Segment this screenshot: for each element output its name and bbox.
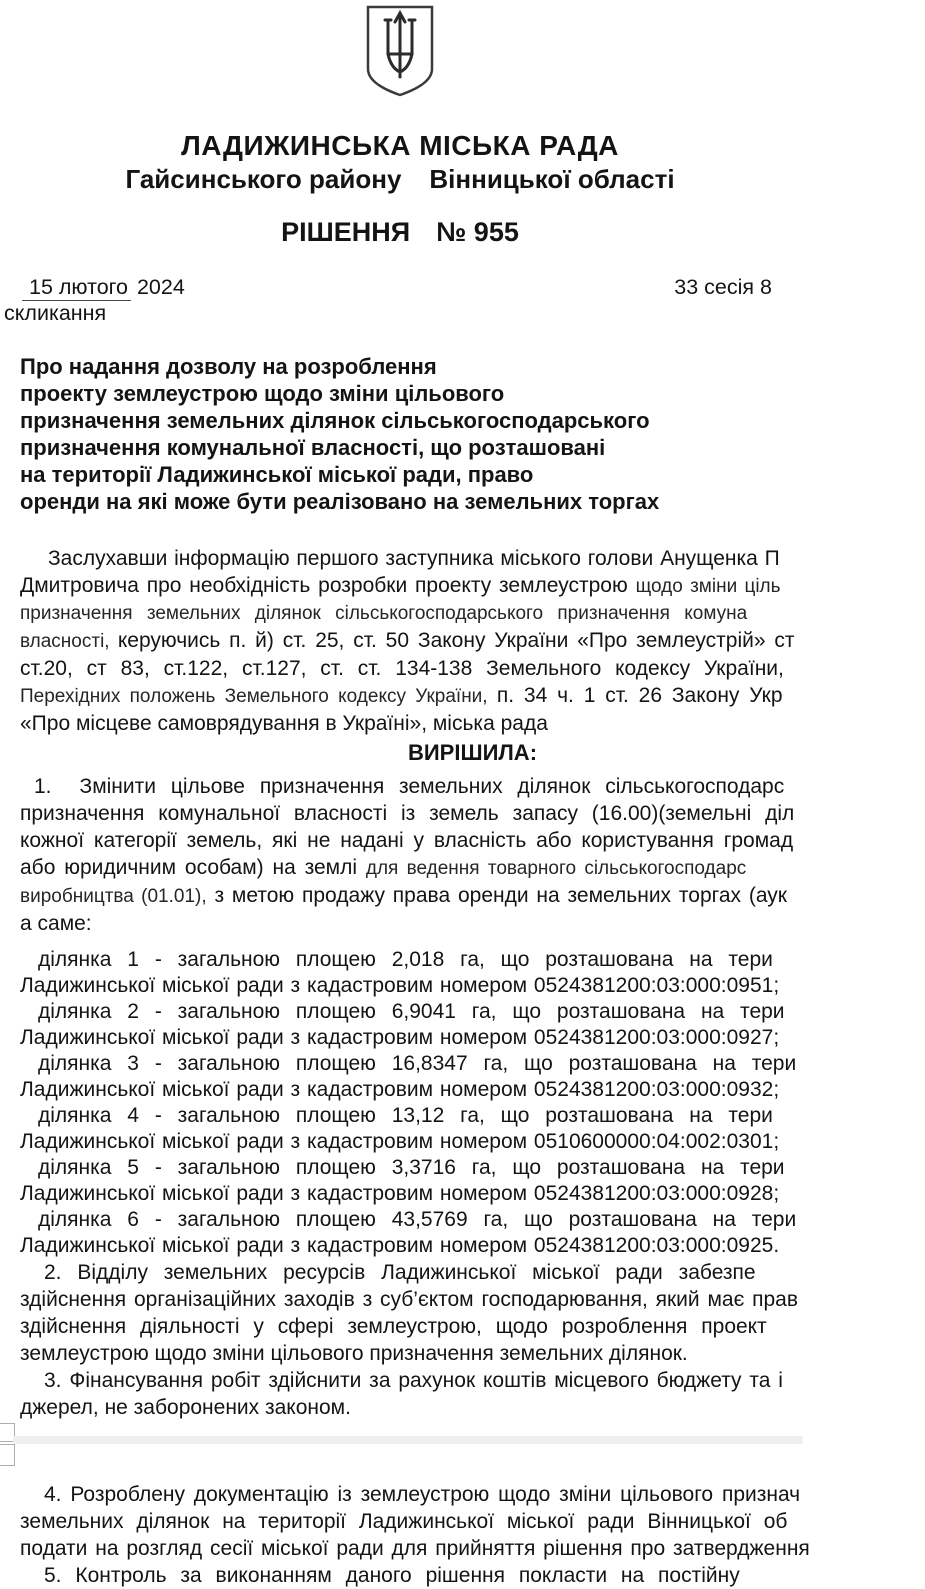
item-line [20, 854, 800, 882]
preamble-text: п. 34 ч. 1 ст. 26 Закону Укр [496, 684, 783, 707]
date-year: 2024 [136, 275, 185, 299]
plot-line: Ладижинської міської ради з кадастровим номером 0524381200:03:000:0951; [20, 974, 780, 997]
preamble-line: ст.20, ст 83, ст.122, ст.127, ст. ст. 134-138 Земельного кодексу України, [20, 657, 784, 680]
district-name: Гайсинського району [125, 164, 402, 194]
preamble-line: призначення земельних ділянок сільськогосподарського призначення комуна [20, 603, 748, 624]
plot-line: ділянка 5 - загальною площею 3,3716 га, що розташована на тери [38, 1156, 785, 1179]
plot-line: Ладижинської міської ради з кадастровим номером 0524381200:03:000:0927; [20, 1026, 780, 1049]
item-line [20, 773, 800, 800]
council-location [0, 164, 800, 195]
plot-line: Ладижинської міської ради з кадастровим номером 0510600000:04:002:0301; [20, 1130, 780, 1153]
item-line: земельних ділянок на території Ладижинської міської ради Вінницької об [20, 1510, 788, 1533]
council-name: ЛАДИЖИНСЬКА МІСЬКА РАДА [181, 130, 619, 161]
preamble-text-inserted: власності, [20, 631, 118, 652]
item-line: землеустрою щодо зміни цільового призначення земельних ділянок. [20, 1342, 688, 1365]
plot-line: ділянка 4 - загальною площею 13,12 га, що розташована на тери [38, 1104, 773, 1127]
item-number: 1. [34, 775, 52, 798]
session-convocation: скликання [4, 301, 107, 325]
plot-line: Ладижинської міської ради з кадастровим номером 0524381200:03:000:0928; [20, 1182, 780, 1205]
plot-line: Ладижинської міської ради з кадастровим номером 0524381200:03:000:0925. [20, 1234, 780, 1257]
document-page [0, 4, 810, 1587]
ukraine-trident-emblem-icon [363, 4, 437, 98]
item-text-inserted: виробництва (01.01), [20, 886, 207, 907]
plot-line: ділянка 1 - загальною площею 2,018 га, що розташована на тери [38, 948, 773, 971]
item-line: кожної категорії земель, які не надані у власність або користування громад [20, 829, 794, 852]
decision-number: № 955 [436, 217, 519, 247]
subject-line: Про надання дозволу на розроблення [20, 354, 437, 379]
page-break-band [13, 1436, 803, 1444]
subject-block [20, 353, 800, 515]
item-line: призначення комунальної власності із земель запасу (16.00)(земельні діл [20, 802, 795, 825]
document-body [20, 545, 800, 1421]
preamble-text: Дмитровича про необхідність розробки проекту землеустрою [20, 574, 636, 597]
preamble-line [20, 627, 800, 655]
item-line: 5. Контроль за виконанням даного рішення покласти на постійну [44, 1564, 740, 1587]
plot-line: ділянка 6 - загальною площею 43,5769 га, що розташована на тери [38, 1208, 797, 1231]
item-text: з метою продажу права оренди на земельних торгах (аук [206, 884, 787, 907]
item-line: здійснення організаційних заходів з суб’єктом господарювання, який має прав [20, 1288, 799, 1311]
region-name: Вінницької області [429, 164, 675, 194]
item-text: Змінити цільове призначення земельних ділянок сільськогосподарс [79, 775, 785, 798]
resolved-heading: ВИРІШИЛА: [407, 740, 538, 765]
meta-row [22, 274, 772, 300]
resolution-item-3 [20, 1367, 800, 1421]
item-line: а саме: [20, 912, 92, 935]
decision-date [22, 274, 185, 300]
subject-line: призначення комунальної власності, що розташовані [20, 435, 606, 460]
page-break [0, 1423, 800, 1469]
resolution-item-1 [20, 773, 800, 937]
plot-line: ділянка 2 - загальною площею 6,9041 га, що розташована на тери [38, 1000, 785, 1023]
item-line [20, 882, 800, 910]
item-line: здійснення діяльності у сфері землеустрою, щодо розроблення проект [20, 1315, 767, 1338]
preamble-text: керуючись п. й) ст. 25, ст. 50 Закону України «Про землеустрій» ст [117, 629, 795, 652]
item-line: 2. Відділу земельних ресурсів Ладижинської міської ради забезпе [44, 1261, 756, 1284]
item-text-inserted: для ведення товарного сільськогосподарс [365, 858, 747, 879]
resolution-item-2 [20, 1259, 800, 1367]
plot-line: ділянка 3 - загальною площею 16,8347 га, що розташована на тери [38, 1052, 797, 1075]
preamble-line: «Про місцеве самоврядування в Україні», міська рада [20, 712, 548, 735]
preamble-line: Заслухавши інформацію першого заступника міського голови Анущенка П [48, 547, 780, 570]
item-line: 4. Розроблену документацію із землеустрою щодо зміни цільового признач [44, 1483, 801, 1506]
item-line: 3. Фінансування робіт здійснити за рахунок коштів місцевого бюджету та і [44, 1369, 783, 1392]
preamble-line [20, 682, 800, 710]
preamble-text-inserted: Перехідних положень Земельного кодексу України, [20, 686, 497, 707]
document-body-page-2 [20, 1481, 810, 1589]
item-text: або юридичним особам) на землі [20, 856, 366, 879]
preamble-text-inserted: щодо зміни ціль [635, 576, 781, 597]
preamble [20, 545, 800, 737]
decision-title [0, 217, 800, 248]
subject-line: призначення земельних ділянок сільськогосподарського [20, 408, 650, 433]
subject-line: оренди на які може бути реалізовано на земельних торгах [20, 489, 660, 514]
preamble-line [20, 572, 800, 600]
page-corner-marker [0, 1444, 15, 1466]
item-line: джерел, не заборонених законом. [20, 1396, 351, 1419]
plot-line: Ладижинської міської ради з кадастровим номером 0524381200:03:000:0932; [20, 1078, 780, 1101]
subject-line: проекту землеустрою щодо зміни цільового [20, 381, 505, 406]
resolution-item-4 [20, 1481, 810, 1562]
plots-list [20, 947, 800, 1259]
doc-type-label: РІШЕННЯ [281, 217, 411, 247]
item-line: подати на розгляд сесії міської ради для прийняття рішення про затвердження [20, 1537, 810, 1560]
date-underlined: 15 лютого [22, 275, 131, 301]
session-number: 33 сесія 8 [674, 275, 772, 299]
subject-line: на території Ладижинської міської ради, право [20, 462, 534, 487]
resolution-item-5 [20, 1562, 800, 1589]
